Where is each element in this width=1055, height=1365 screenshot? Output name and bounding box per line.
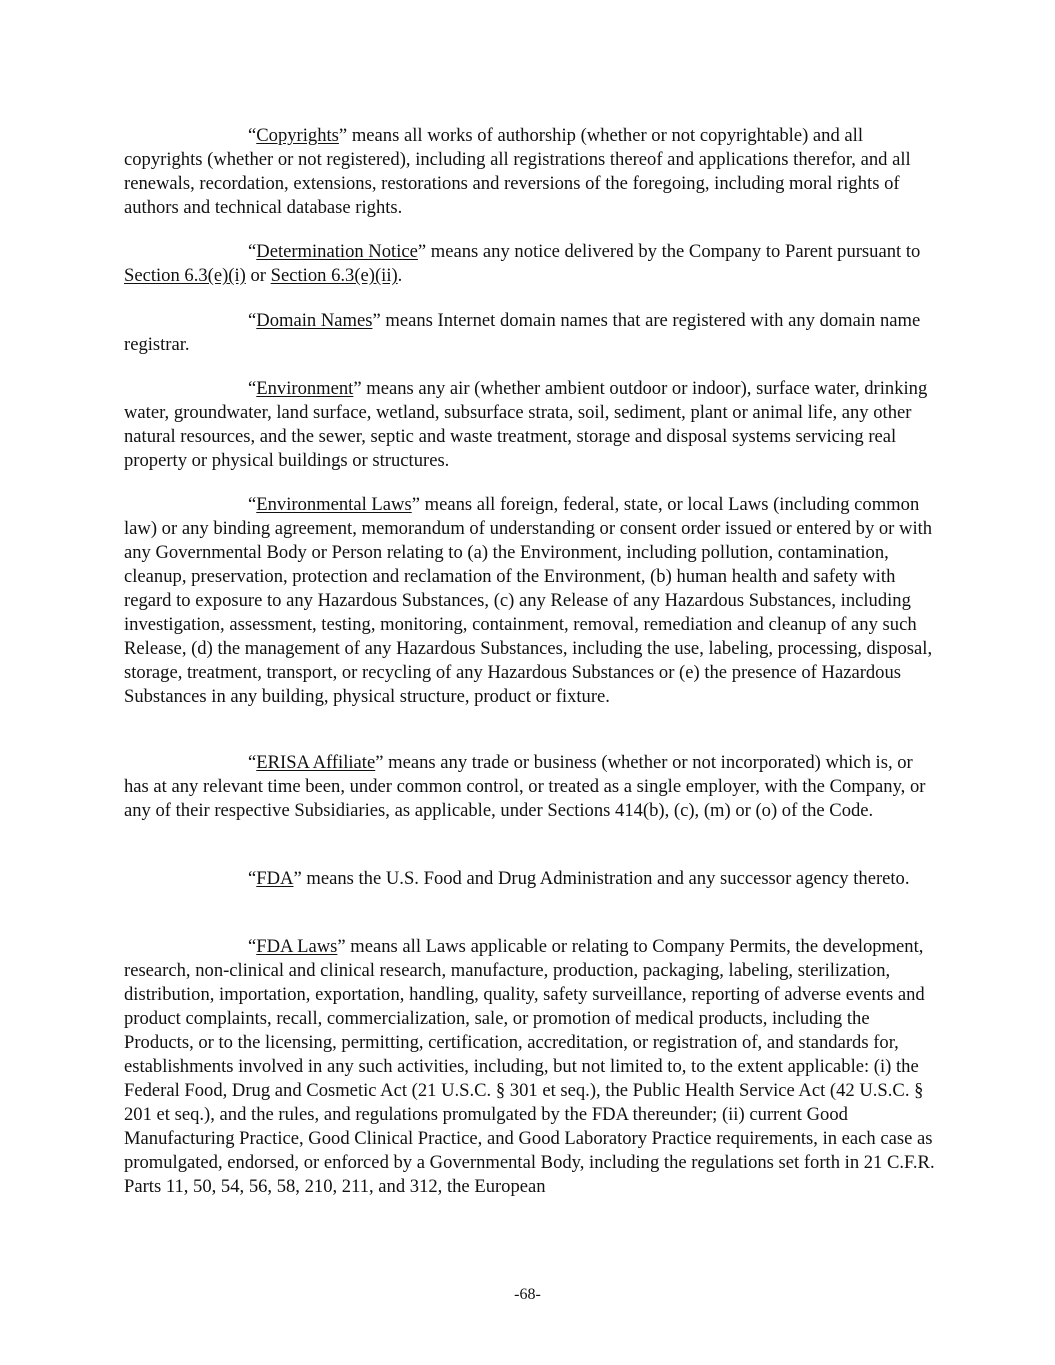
defined-term: Copyrights (256, 125, 339, 146)
definition-environment: “Environment” means any air (whether ambient outdoor or indoor), surface water, drinking water, groundwater, land surface, wetland, subsurface strata, soil, sediment, plant or animal life, any other natural resources, and the sewer, septic and waste treatment, storage and disposal systems servicing real property or physical buildings or structures. (124, 378, 928, 471)
defined-term: Environment (256, 378, 354, 399)
definition-environmental-laws: “Environmental Laws” means all foreign, federal, state, or local Laws (including common law) or any binding agreement, memorandum of understanding or consent order issued or entered by or with any Governmental Body or Person relating to (a) the Environment, including pollution, contamination, cleanup, preservation, protection and reclamation of the Environment, (b) human health and safety with regard to exposure to any Hazardous Substances, (c) any Release of any Hazardous Substances, including investigation, assessment, testing, monitoring, containment, removal, remediation and cleanup of any such Release, (d) the management of any Hazardous Substances, including the use, labeling, processing, disposal, storage, treatment, transport, or recycling of any Hazardous Substances or (e) the presence of Hazardous Substances in any building, physical structure, product or fixture. (124, 494, 933, 707)
defined-term: FDA Laws (256, 936, 338, 957)
section-reference[interactable]: Section 6.3(e)(ii) (270, 265, 398, 286)
definition-copyrights: “Copyrights” means all works of authorship (whether or not copyrightable) and all copyrights (whether or not registered), including all registrations thereof and applications therefor, and all renewals, recordation, extensions, restorations and reversions of the foregoing, including moral rights of authors and technical database rights. (124, 125, 911, 218)
definition-erisa-affiliate: “ERISA Affiliate” means any trade or business (whether or not incorporated) which is, or has at any relevant time been, under common control, or treated as a single employer, with the Company, or any of their respective Subsidiaries, as applicable, under Sections 414(b), (c), (m) or (o) of the Code. (124, 752, 926, 821)
definition-determination-notice: “Determination Notice” means any notice delivered by the Company to Parent pursuant to Section 6.3(e)(i) or Section 6.3(e)(ii). (124, 241, 921, 286)
defined-term: Determination Notice (256, 241, 418, 262)
definition-domain-names: “Domain Names” means Internet domain names that are registered with any domain name registrar. (124, 310, 921, 355)
defined-term: Environmental Laws (256, 494, 412, 515)
page-number: -68- (514, 1286, 541, 1303)
defined-term: ERISA Affiliate (256, 752, 376, 773)
defined-term: Domain Names (256, 310, 373, 331)
definition-fda-laws: “FDA Laws” means all Laws applicable or relating to Company Permits, the development, research, non-clinical and clinical research, manufacture, production, packaging, labeling, sterilization, distribution, importation, exportation, handling, quality, safety surveillance, reporting of adverse events and product complaints, recall, commercialization, sale, or promotion of medical products, including the Products, or to the licensing, permitting, certification, accreditation, or registration of, and standards for, establishments involved in any such activities, including, but not limited to, to the extent applicable: (i) the Federal Food, Drug and Cosmetic Act (21 U.S.C. § 301 et seq.), the Public Health Service Act (42 U.S.C. § 201 et seq.), and the rules, and regulations promulgated by the FDA thereunder; (ii) current Good Manufacturing Practice, Good Clinical Practice, and Good Laboratory Practice requirements, in each case as promulgated, endorsed, or enforced by a Governmental Body, including the regulations set forth in 21 C.F.R. Parts 11, 50, 54, 56, 58, 210, 211, and 312, the European (124, 936, 935, 1197)
definition-fda: “FDA” means the U.S. Food and Drug Administration and any successor agency thereto. (248, 868, 910, 889)
section-reference[interactable]: Section 6.3(e)(i) (124, 265, 246, 286)
defined-term: FDA (256, 868, 294, 889)
